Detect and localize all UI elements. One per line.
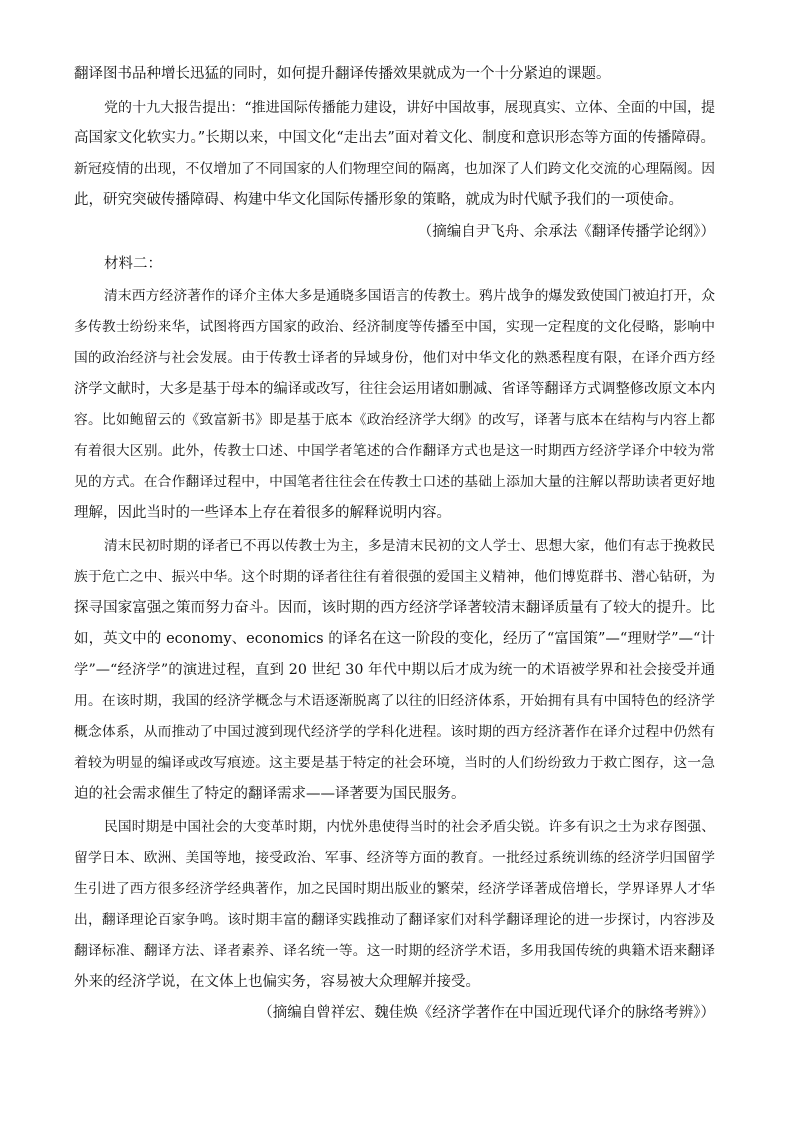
paragraph-line: 有着很大区别。此外，传教士口述、中国学者笔述的合作翻译方式也是这一时期西方经济学译介中较为常 — [74, 443, 715, 459]
paragraph-line: 理解，因此当时的一些译本上存在着很多的解释说明内容。 — [74, 505, 451, 521]
paragraph-line: 族于危亡之中、振兴中华。这个时期的译者往往有着很强的爱国主义精神，他们博览群书、潜心钻研，为 — [74, 569, 715, 585]
paragraph-line: 新冠疫情的出现，不仅增加了不同国家的人们物理空间的隔离，也加深了人们跨文化交流的心理隔阂。因 — [74, 161, 715, 177]
paragraph-line: 国的政治经济与社会发展。由于传教士译者的异域身份，他们对中华文化的熟悉程度有限，在译介西方经 — [74, 350, 715, 366]
paragraph-line: 高国家文化软实力。”长期以来，中国文化“走出去”面对着文化、制度和意识形态等方面的传播障碍。 — [74, 130, 715, 146]
paragraph-line: 学”—“经济学”的演进过程，直到 20 世纪 30 年代中期以后才成为统一的术语被学界和社会接受并通 — [74, 662, 715, 678]
paragraph-line: 生引进了西方很多经济学经典著作，加之民国时期出版业的繁荣，经济学译著成倍增长，学界译界人才华 — [74, 881, 715, 897]
paragraph-line: 见的方式。在合作翻译过程中，中国笔者往往会在传教士口述的基础上添加大量的注解以帮助读者更好地 — [74, 474, 715, 490]
paragraph-line: 外来的经济学说，在文体上也偏实务，容易被大众理解并接受。 — [74, 974, 480, 990]
section-label: 材料二： — [104, 256, 162, 272]
source-citation: （摘编自曾祥宏、魏佳焕《经济学著作在中国近现代译介的脉络考辨》） — [258, 1005, 715, 1021]
paragraph-line: 此，研究突破传播障碍、构建中华文化国际传播形象的策略，就成为时代赋予我们的一项使命。 — [74, 192, 683, 208]
paragraph-line: 留学日本、欧洲、美国等地，接受政治、军事、经济等方面的教育。一批经过系统训练的经济学归国留学 — [74, 850, 715, 866]
paragraph-line: 出，翻译理论百家争鸣。该时期丰富的翻译实践推动了翻译家们对科学翻译理论的进一步探讨，内容涉及 — [74, 912, 715, 928]
paragraph-line: 清末西方经济著作的译介主体大多是通晓多国语言的传教士。鸦片战争的爆发致使国门被迫打开，众 — [104, 288, 715, 304]
paragraph-line: 清末民初时期的译者已不再以传教士为主，多是清末民初的文人学士、思想大家，他们有志于挽救民 — [104, 538, 715, 554]
paragraph-line: 概念体系，从而推动了中国过渡到现代经济学的学科化进程。该时期的西方经济著作在译介过程中仍然有 — [74, 724, 715, 740]
paragraph-line: 探寻国家富强之策而努力奋斗。因而，该时期的西方经济学译著较清末翻译质量有了较大的提升。比 — [74, 600, 715, 616]
paragraph-line: 济学文献时，大多是基于母本的编译或改写，往往会运用诸如删减、省译等翻译方式调整修改原文本内 — [74, 381, 716, 397]
paragraph-line: 用。在该时期，我国的经济学概念与术语逐渐脱离了以往的旧经济体系，开始拥有具有中国特色的经济学 — [74, 693, 715, 709]
paragraph-line: 容。比如鲍留云的《致富新书》即是基于底本《政治经济学大纲》的改写，译著与底本在结构与内容上都 — [74, 412, 715, 428]
paragraph-line: 党的十九大报告提出：“推进国际传播能力建设，讲好中国故事，展现真实、立体、全面的中国，提 — [104, 100, 715, 116]
paragraph-line: 民国时期是中国社会的大变革时期，内忧外患使得当时的社会矛盾尖锐。许多有识之士为求存图强、 — [104, 819, 715, 835]
paragraph-line: 翻译图书品种增长迅猛的同时，如何提升翻译传播效果就成为一个十分紧迫的课题。 — [74, 66, 611, 82]
paragraph-line: 迫的社会需求催生了特定的翻译需求——译著要为国民服务。 — [74, 786, 466, 802]
paragraph-line: 翻译标准、翻译方法、译者素养、译名统一等。这一时期的经济学术语，多用我国传统的典籍术语来翻译 — [74, 943, 715, 959]
paragraph-line: 如，英文中的 economy、economics 的译名在这一阶段的变化，经历了“富国策”—“理财学”—“计 — [74, 631, 715, 647]
paragraph-line: 着较为明显的编译或改写痕迹。这主要是基于特定的社会环境，当时的人们纷纷致力于救亡图存，这一急 — [74, 755, 715, 771]
source-citation: （摘编自尹飞舟、余承法《翻译传播学论纲》） — [417, 224, 715, 240]
paragraph-line: 多传教士纷纷来华，试图将西方国家的政治、经济制度等传播至中国，实现一定程度的文化侵略，影响中 — [74, 319, 715, 335]
